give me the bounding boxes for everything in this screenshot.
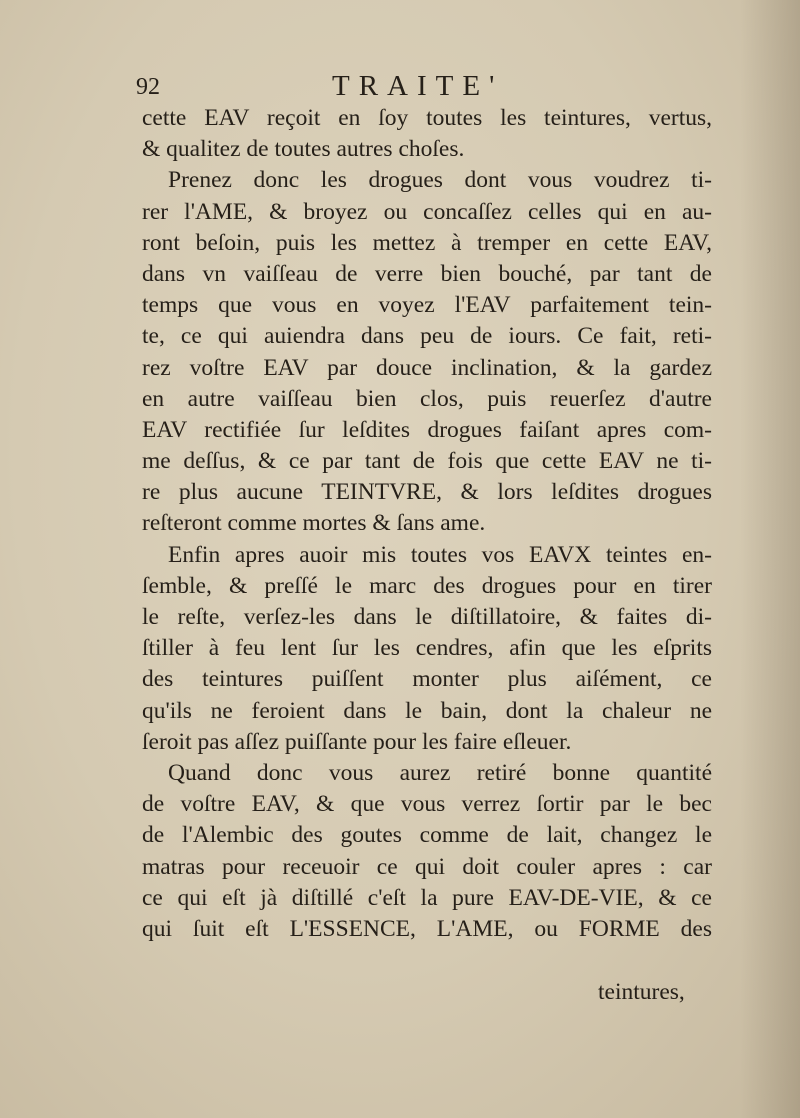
text-line: en autre vaiſſeau bien clos, puis reuerſez d'autre bbox=[142, 385, 712, 412]
text-line: rez voſtre EAV par douce inclination, & la gardez bbox=[142, 354, 712, 381]
text-line: temps que vous en voyez l'EAV parfaitement tein- bbox=[142, 292, 712, 319]
body-text bbox=[142, 103, 712, 945]
page-number: 92 bbox=[136, 74, 160, 100]
text-line: re plus aucune TEINTVRE, & lors leſdites drogues bbox=[142, 479, 712, 506]
text-line: ſtiller à feu lent ſur les cendres, afin que les eſprits bbox=[142, 635, 712, 662]
text-line: cette EAV reçoit en ſoy toutes les teintures, vertus, bbox=[142, 105, 712, 131]
text-line: de l'Alembic des goutes comme de lait, changez le bbox=[142, 822, 712, 849]
page-edge-shadow bbox=[740, 0, 800, 1118]
text-line: ce qui eſt jà diſtillé c'eſt la pure EAV-DE-VIE, & ce bbox=[142, 884, 712, 911]
text-line: le reſte, verſez-les dans le diſtillatoire, & faites di- bbox=[142, 604, 712, 630]
text-line: te, ce qui auiendra dans peu de iours. Ce fait, reti- bbox=[142, 323, 712, 350]
text-line: rer l'AME, & broyez ou concaſſez celles qui en au- bbox=[142, 198, 712, 225]
text-line: & qualitez de toutes autres choſes. bbox=[142, 136, 465, 163]
page-header bbox=[136, 70, 716, 106]
text-line: ſemble, & preſſé le marc des drogues pour en tirer bbox=[142, 572, 712, 599]
text-line: matras pour receuoir ce qui doit couler apres : car bbox=[142, 853, 712, 880]
text-line: des teintures puiſſent monter plus aiſément, ce bbox=[142, 666, 712, 693]
catchword: teintures, bbox=[598, 979, 685, 1005]
text-line: ront beſoin, puis les mettez à tremper en cette EAV, bbox=[142, 229, 712, 256]
text-line: EAV rectifiée ſur leſdites drogues faiſant apres com- bbox=[142, 416, 712, 443]
text-line: qui ſuit eſt L'ESSENCE, L'AME, ou FORME des bbox=[142, 915, 712, 942]
text-line: ſeroit pas aſſez puiſſante pour les faire eſleuer. bbox=[142, 728, 572, 755]
text-line: de voſtre EAV, & que vous verrez ſortir par le bec bbox=[142, 791, 712, 818]
text-line: Enfin apres auoir mis toutes vos EAVX teintes en- bbox=[168, 541, 712, 568]
text-line: Quand donc vous aurez retiré bonne quantité bbox=[168, 759, 712, 786]
running-title: TRAITE' bbox=[332, 70, 504, 102]
text-line: me deſſus, & ce par tant de fois que cette EAV ne ti- bbox=[142, 448, 712, 475]
text-line: dans vn vaiſſeau de verre bien bouché, par tant de bbox=[142, 260, 712, 287]
text-line: reſteront comme mortes & ſans ame. bbox=[142, 510, 486, 537]
text-line: qu'ils ne feroient dans le bain, dont la chaleur ne bbox=[142, 697, 712, 724]
text-line: Prenez donc les drogues dont vous voudrez ti- bbox=[168, 167, 712, 194]
